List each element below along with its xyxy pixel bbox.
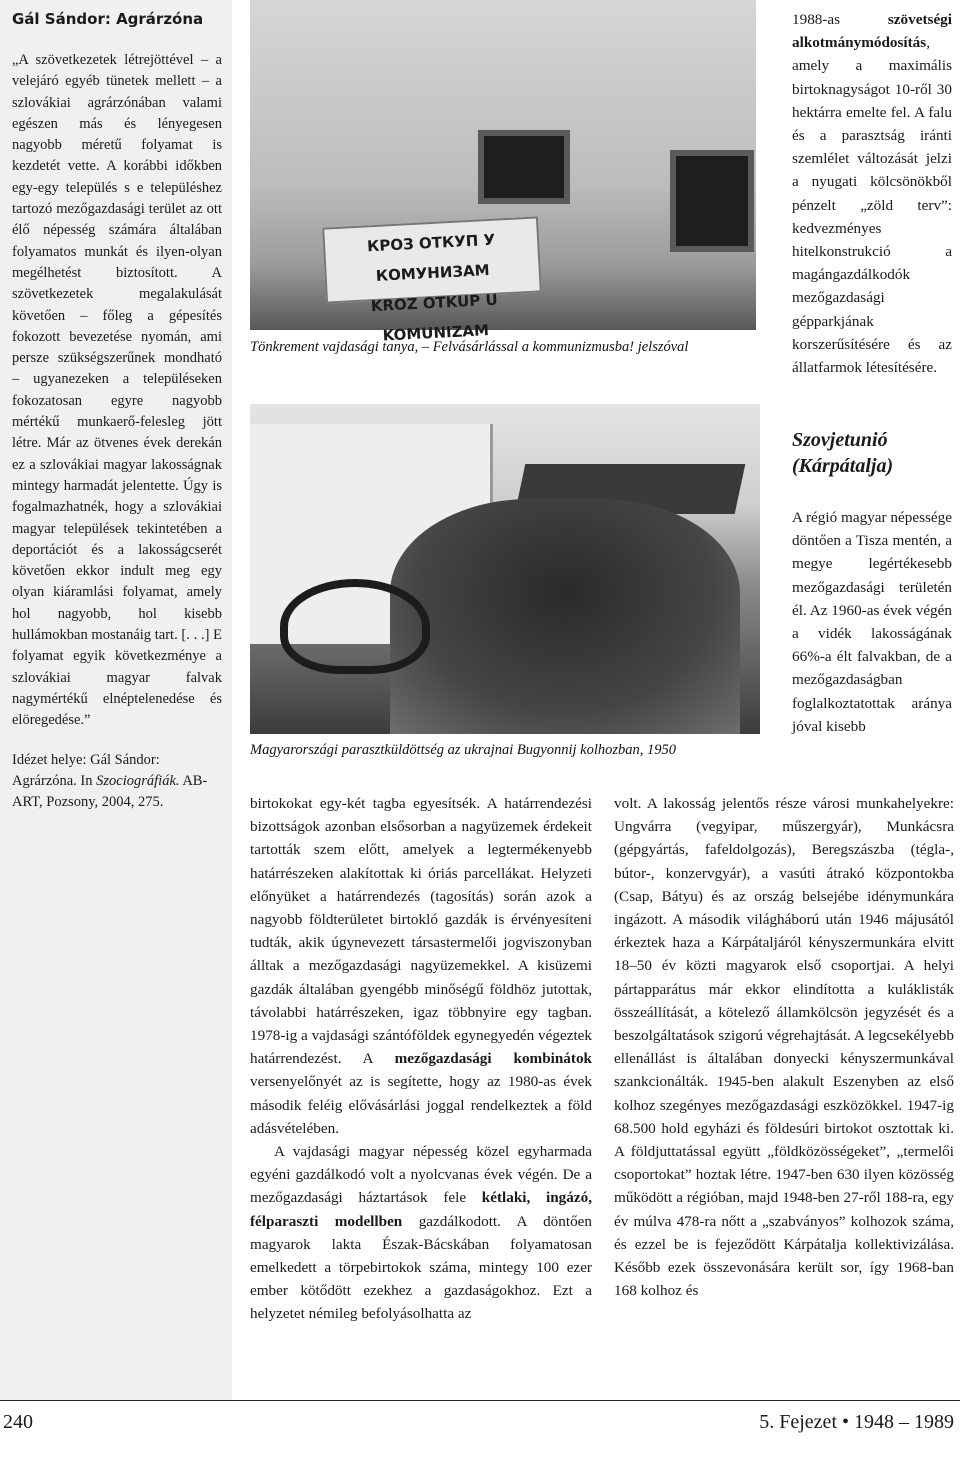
sidebar-quote: „A szövetkezetek létrejöttével – a velejáró egyéb tünetek mellett – a szlovákiai agrárzónában valami egészen más és lényegesen nagyobb méretű folyamat is kezdetét vette. A korábbi időkben egy-egy település s e településhez tartozó mezőgazdasági terület az ott élő népesség számára általában folyamatos munkát és ilyen-olyan megélhetést biztosított. A szövetkezetek megalakulását követően – főleg a gépesítés fokozott bevezetése nyomán, ami persze szükségszerűnek mondható – ugyanezeken a településeken fokozatosan egyre nagyobb mértékű munkaerő-felesleg jött létre. Már az ötvenes évek derekán ez a szlovákiai magyar lakosságnak mintegy harmadát jelentette. Úgy is fogalmazhatnék, hogy a szlovákiai magyar települések tekintetében a deportációt és a lakosságcserét követően ekkor indult meg egy olyan kiáramlási folyamat, amely hol nagyobb, hol kisebb hullámokban mostanáig tart. [. . .] E folyamat egyik következménye a szlovákiai magyar falvak nagymértékű elnéptelenedése és elöregedése.” (12, 52, 222, 729)
sidebar-citation (12, 750, 222, 814)
photo-kolkhoz-delegation (250, 404, 760, 734)
photo-crowd (390, 499, 740, 734)
photo-window-right (670, 150, 754, 252)
citation-title: Szociográfiák. (96, 772, 180, 789)
sign-line-latin: KROZ OTKUP U KOMUNIZAM (370, 290, 499, 345)
text-run: birtokokat egy-két tagba egyesítsék. A határrendezési bizottságok azonban elsősorban a nagyüzemek érdekeit tartották szem előtt, amelyek a legtermékenyebb határrészeken alakítottak ki óriás parcellákat. Helyzeti előnyüket a határrendezés (tagosítás) során azok a nagyobb földterületet birtokló gazdák is érvényesíteni tudták, akik úgynevezett társastermelői jogviszonyban álltak a mezőgazdasági nagyüzemekkel. A kisüzemi gazdák általában gyengébb minőségű földhöz jutottak, távolabbi határrészeken, igaz többnyire egy tagban. 1978-ig a vajdasági szántóföldek egynegyedén végeztek határrendezést. A (250, 795, 593, 1068)
photo1-caption: Tönkrement vajdasági tanya, – Felvásárlással a kommunizmusba! jelszóval (250, 339, 689, 355)
paragraph (250, 792, 592, 1140)
sidebar-quote-box (0, 0, 232, 1400)
right-column-top (792, 8, 952, 379)
bold-term: mezőgazdasági kombinátok (394, 1050, 593, 1068)
page-footer (0, 1400, 960, 1457)
photo-motorcycle (280, 579, 430, 674)
text-run: , amely a maximális birtoknagyságot 10-ről 30 hektárra emelte fel. A falu és a parasztság iránti szemlélet változását jelzi a nyugati kölcsönökből pénzelt „zöld terv”: kedvezményes hitelkonstrukció a magángazdálkodók mezőgazdasági gépparkjának korszerűsítésére és az állatfarmok létesítésére. (792, 34, 952, 377)
right-column-bottom: volt. A lakosság jelentős része városi munkahelyekre: Ungvárra (vegyipar, műszergyár), Munkácsra (gépgyártás, fafeldolgozás), Beregszászba (tégla-, bútor-, konzervgyár), a vasúti átrakó központokba (Csap, Bátyu) és az ország belsejébe idénymunkára ingázott. A második világháború után 1946 májusától érkeztek haza a Kárpátaljáról kényszermunkára elvitt 18–50 év közti magyarok első csoportjai. A helyi pártapparátus már ekkor elindította a kuláklisták összeállítását, a kötelező államkölcsön jegyzését és a beszolgáltatások szigorú végrehajtását. A legcsekélyebb ellenállást is általában donyecki kényszermunkával szankcionálták. 1945-ben alakult Eszenyben az első kolhoz szegényes mezőgazdasági eszközökkel. 1947-ig 68.500 hold egyházi és földesúri birtokot osztottak ki. A földjuttatással együtt „földközösségeket”, „termelői csoportokat” hoztak létre. 1947-ben 630 ilyen közösség működött a régióban, majd 1948-ben 27-ről 188-ra, egy év múlva 478-ra nőtt a „szabványos” kolhozok száma, és ezzel be is fejeződött Kárpátalja kollektivizálása. Később ezek összevonására került sor, így 1968-ban 168 kolhoz és (614, 795, 954, 1300)
text-run: versenyelőnyét az is segítette, hogy az 1980-as évek második feléig elővásárlási joggal rendelkeztek a föld adásvételében. (250, 1073, 592, 1137)
paragraph (250, 1140, 592, 1326)
section-heading: Szovjetunió (Kárpátalja) (792, 429, 894, 477)
citation-prefix: Idézet helye: Gál Sándor: Agrárzóna. In (12, 751, 160, 789)
sign-line-cyrillic: КРОЗ ОТКУП У КОМУНИЗАМ (366, 230, 496, 285)
page-number: 240 (3, 1411, 33, 1433)
text-run: 1988-as (792, 11, 888, 28)
text-run: A vajdasági magyar népesség közel egyharmada egyéni gazdálkodó volt a nyolcvanas évek végén. De a mezőgazdasági háztartások fele (250, 1143, 592, 1207)
photo2-caption: Magyarországi parasztküldöttség az ukrajnai Bugyonnij kolhozban, 1950 (250, 742, 676, 758)
middle-column (250, 792, 592, 1326)
right-column-mid: A régió magyar népessége döntően a Tisza mentén, a megye legértékesebb mezőgazdasági területén él. Az 1960-as évek végén a vidék lakosságának 66%-a élt falvakban, de a mezőgazdaságban foglalkoztatottak aránya jóval kisebb (792, 509, 952, 735)
bold-term: szövetségi alkotmánymódosítás (792, 11, 952, 52)
text-run: gazdálkodott. A döntően magyarok lakta Észak-Bácskában folyamatosan emelkedett a törpebirtokok száma, mintegy 100 ezer ember kötődött ezekhez a gazdaságokhoz. Ezt a helyzetet némileg befolyásolhatta az (250, 1212, 593, 1323)
photo-sign (322, 216, 542, 345)
running-head: 5. Fejezet • 1948 – 1989 (759, 1411, 954, 1433)
citation-suffix: AB-ART, Pozsony, 2004, 275. (12, 772, 208, 811)
sidebar-title: Gál Sándor: Agrárzóna (12, 10, 204, 28)
photo-farmhouse-wall (250, 0, 756, 345)
bold-term: kétlaki, ingázó, félparaszti modellben (250, 1189, 592, 1230)
photo-window-left (478, 130, 570, 204)
